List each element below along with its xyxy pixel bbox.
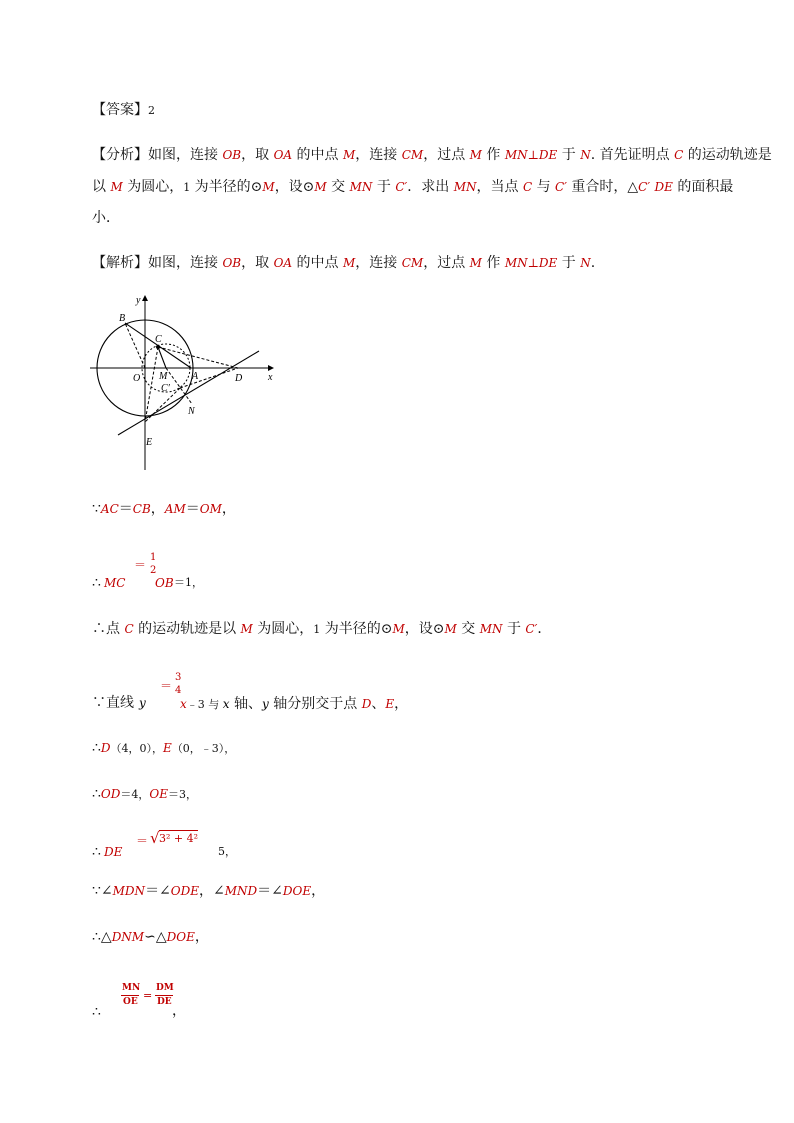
step-9: ∴△DNM∽△DOE， [92, 929, 209, 945]
line-CD-dash [158, 347, 238, 368]
step-5: ∴D（4，0），E（0，﹣3）， [92, 740, 236, 756]
analysis-line-1: 【分析】如图，连接 OB，取 OA 的中点 M，连接 CM，过点 M 作 MN⊥DE 于 N. 首先证明点 C 的运动轨迹是 [92, 147, 772, 163]
analysis-line-2: 以 M 为圆心，1 为半径的⊙M，设⊙M 交 MN 于 C′．求出 MN，当点 C 与 C′ 重合时，△C′ DE 的面积最 [92, 179, 734, 195]
label-Cprime: C′ [161, 383, 170, 394]
label-C: C [155, 334, 162, 345]
label-D: D [235, 373, 243, 384]
point-C [156, 345, 160, 349]
step-6: ∴OD＝4，OE＝3， [92, 786, 197, 802]
answer-line [92, 103, 155, 117]
line-DE [118, 351, 259, 435]
step-8: ∵∠MDN＝∠ODE，∠MND＝∠DOE， [92, 883, 326, 899]
label-E: E [146, 437, 153, 448]
step-1: ∵AC＝CB，AM＝OM， [92, 501, 236, 517]
solution-line-1: 【解析】如图，连接 OB，取 OA 的中点 M，连接 CM，过点 M 作 MN⊥DE 于 N. [92, 255, 596, 271]
label-x: x [268, 372, 273, 383]
line-CpD-dash [180, 368, 238, 388]
line-CE-dash [145, 347, 158, 422]
answer-value: 2 [148, 104, 155, 117]
analysis-label: 【分析】 [92, 147, 148, 163]
label-A: A [192, 371, 199, 382]
label-y: y [136, 295, 141, 306]
label-N: N [188, 406, 195, 417]
solution-label: 【解析】 [92, 255, 148, 271]
analysis-line-3: 小． [92, 210, 120, 226]
label-O: O [133, 373, 141, 384]
answer-label: 【答案】 [92, 102, 148, 118]
label-M: M [159, 371, 168, 382]
label-B: B [119, 313, 126, 324]
step-3: ∴点 C 的运动轨迹是以 M 为圆心，1 为半径的⊙M，设⊙M 交 MN 于 C′． [92, 621, 552, 637]
geometry-figure [88, 292, 278, 472]
